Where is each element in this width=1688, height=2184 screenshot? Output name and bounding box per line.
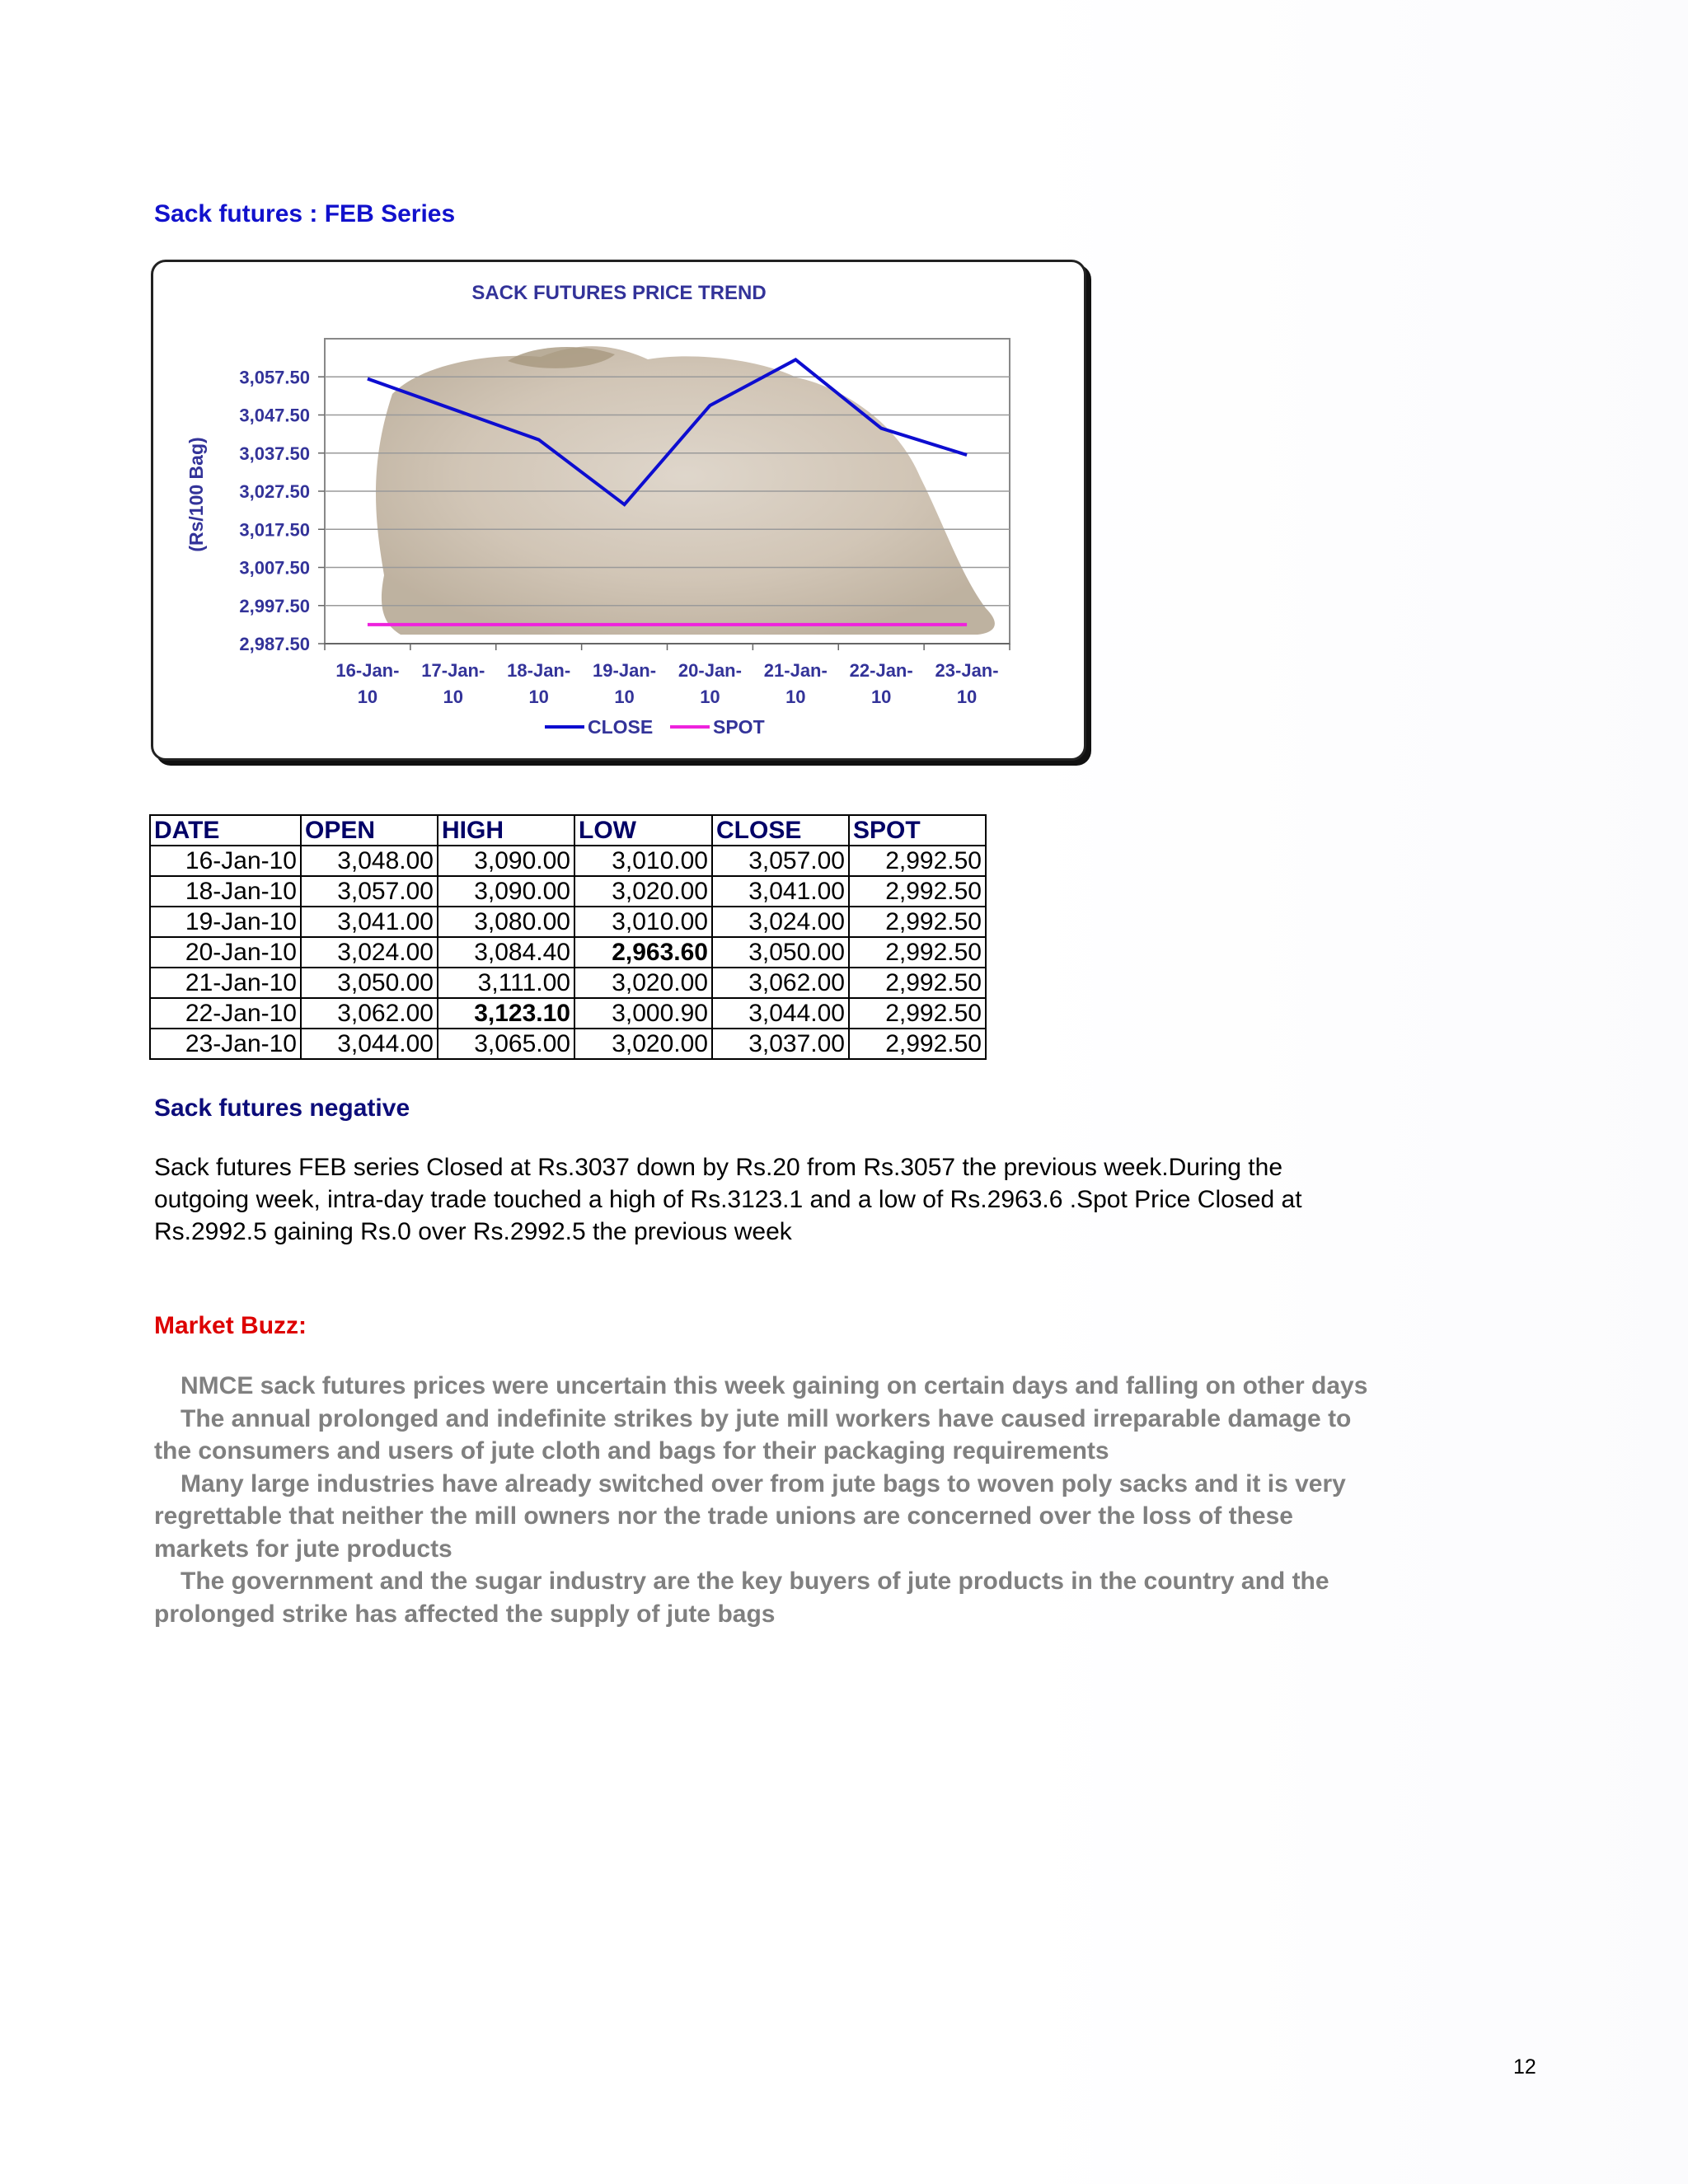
col-header-close: CLOSE [712, 815, 849, 846]
x-tick-label: 17-Jan-10 [421, 660, 485, 707]
col-header-open: OPEN [301, 815, 438, 846]
col-header-date: DATE [150, 815, 301, 846]
cell-spot: 2,992.50 [849, 876, 986, 907]
cell-close: 3,044.00 [712, 998, 849, 1029]
cell-date: 18-Jan-10 [150, 876, 301, 907]
table-row [150, 937, 986, 968]
cell-date: 16-Jan-10 [150, 846, 301, 876]
cell-open: 3,041.00 [301, 907, 438, 937]
cell-date: 21-Jan-10 [150, 968, 301, 998]
cell-close: 3,024.00 [712, 907, 849, 937]
cell-low: 3,010.00 [574, 907, 712, 937]
cell-high: 3,065.00 [438, 1029, 574, 1059]
cell-high-week-high: 3,123.10 [438, 998, 574, 1029]
cell-date: 22-Jan-10 [150, 998, 301, 1029]
cell-high: 3,111.00 [438, 968, 574, 998]
cell-spot: 2,992.50 [849, 998, 986, 1029]
cell-open: 3,050.00 [301, 968, 438, 998]
y-tick-label: 3,007.50 [239, 557, 310, 579]
col-header-high: HIGH [438, 815, 574, 846]
table-row [150, 907, 986, 937]
cell-spot: 2,992.50 [849, 846, 986, 876]
price-trend-chart [153, 262, 1084, 758]
y-tick-label: 3,057.50 [239, 367, 310, 388]
cell-spot: 2,992.50 [849, 1029, 986, 1059]
cell-low: 3,010.00 [574, 846, 712, 876]
buzz-item: The annual prolonged and indefinite strikes by jute mill workers have caused irreparable damage to the consumers and users of jute cloth and bags for their packaging requirements [154, 1404, 1352, 1465]
cell-close: 3,050.00 [712, 937, 849, 968]
cell-close: 3,062.00 [712, 968, 849, 998]
y-axis-label: (Rs/100 Bag) [185, 437, 207, 552]
cell-low-week-low: 2,963.60 [574, 937, 712, 968]
cell-date: 19-Jan-10 [150, 907, 301, 937]
chart-title: SACK FUTURES PRICE TREND [471, 282, 767, 304]
cell-spot: 2,992.50 [849, 968, 986, 998]
weekly-summary-paragraph: Sack futures FEB series Closed at Rs.3037 down by Rs.20 from Rs.3057 the previous week.During the outgoing week, intra-day trade touched a high of Rs.3123.1 and a low of Rs.2963.6 .Spot Price Closed at Rs.2992.5 gaining Rs.0 over Rs.2992.5 the previous week [154, 1154, 1302, 1245]
cell-open: 3,057.00 [301, 876, 438, 907]
y-tick-label: 3,037.50 [239, 443, 310, 464]
table-row [150, 998, 986, 1029]
cell-open: 3,024.00 [301, 937, 438, 968]
cell-spot: 2,992.50 [849, 907, 986, 937]
section-heading-negative: Sack futures negative [154, 1094, 410, 1122]
buzz-item: Many large industries have already switched over from jute bags to woven poly sacks and it is very regrettable that neither the mill owners nor the trade unions are concerned over the loss of these markets for jute products [154, 1469, 1346, 1563]
cell-close: 3,041.00 [712, 876, 849, 907]
x-tick-label: 22-Jan-10 [849, 660, 913, 707]
cell-high: 3,090.00 [438, 846, 574, 876]
legend-label-spot: SPOT [713, 716, 765, 738]
x-tick-label: 20-Jan-10 [678, 660, 742, 707]
y-tick-label: 3,047.50 [239, 405, 310, 426]
cell-high: 3,090.00 [438, 876, 574, 907]
cell-date: 23-Jan-10 [150, 1029, 301, 1059]
x-tick-label: 16-Jan-10 [335, 660, 400, 707]
y-tick-label: 3,027.50 [239, 481, 310, 502]
cell-low: 3,020.00 [574, 968, 712, 998]
section-heading-market-buzz: Market Buzz: [154, 1312, 307, 1339]
chart-legend [545, 716, 765, 738]
cell-date: 20-Jan-10 [150, 937, 301, 968]
page-number: 12 [1513, 2055, 1536, 2079]
y-tick-label: 2,997.50 [239, 595, 310, 616]
x-tick-label: 23-Jan-10 [935, 660, 999, 707]
cell-open: 3,044.00 [301, 1029, 438, 1059]
market-buzz-list [154, 1370, 1382, 1630]
table-row [150, 876, 986, 907]
col-header-low: LOW [574, 815, 712, 846]
cell-low: 3,000.90 [574, 998, 712, 1029]
price-table [149, 814, 987, 1060]
cell-spot: 2,992.50 [849, 937, 986, 968]
y-axis [239, 367, 325, 654]
x-axis [325, 644, 1010, 707]
cell-high: 3,084.40 [438, 937, 574, 968]
cell-open: 3,062.00 [301, 998, 438, 1029]
buzz-item: NMCE sack futures prices were uncertain this week gaining on certain days and falling on other days [181, 1372, 1368, 1399]
cell-high: 3,080.00 [438, 907, 574, 937]
section-heading-feb-series: Sack futures : FEB Series [154, 200, 456, 227]
cell-low: 3,020.00 [574, 1029, 712, 1059]
table-row [150, 846, 986, 876]
chart-panel [151, 260, 1086, 761]
cell-open: 3,048.00 [301, 846, 438, 876]
x-tick-label: 19-Jan-10 [593, 660, 657, 707]
table-row [150, 968, 986, 998]
y-tick-label: 2,987.50 [239, 634, 310, 654]
legend-label-close: CLOSE [588, 716, 654, 738]
table-row [150, 1029, 986, 1059]
x-tick-label: 21-Jan-10 [763, 660, 828, 707]
cell-close: 3,057.00 [712, 846, 849, 876]
cell-low: 3,020.00 [574, 876, 712, 907]
cell-close: 3,037.00 [712, 1029, 849, 1059]
table-header-row [150, 815, 986, 846]
col-header-spot: SPOT [849, 815, 986, 846]
buzz-item: The government and the sugar industry are the key buyers of jute products in the country and the prolonged strike has affected the supply of jute bags [154, 1568, 1329, 1628]
y-tick-label: 3,017.50 [239, 519, 310, 541]
x-tick-label: 18-Jan-10 [507, 660, 571, 707]
